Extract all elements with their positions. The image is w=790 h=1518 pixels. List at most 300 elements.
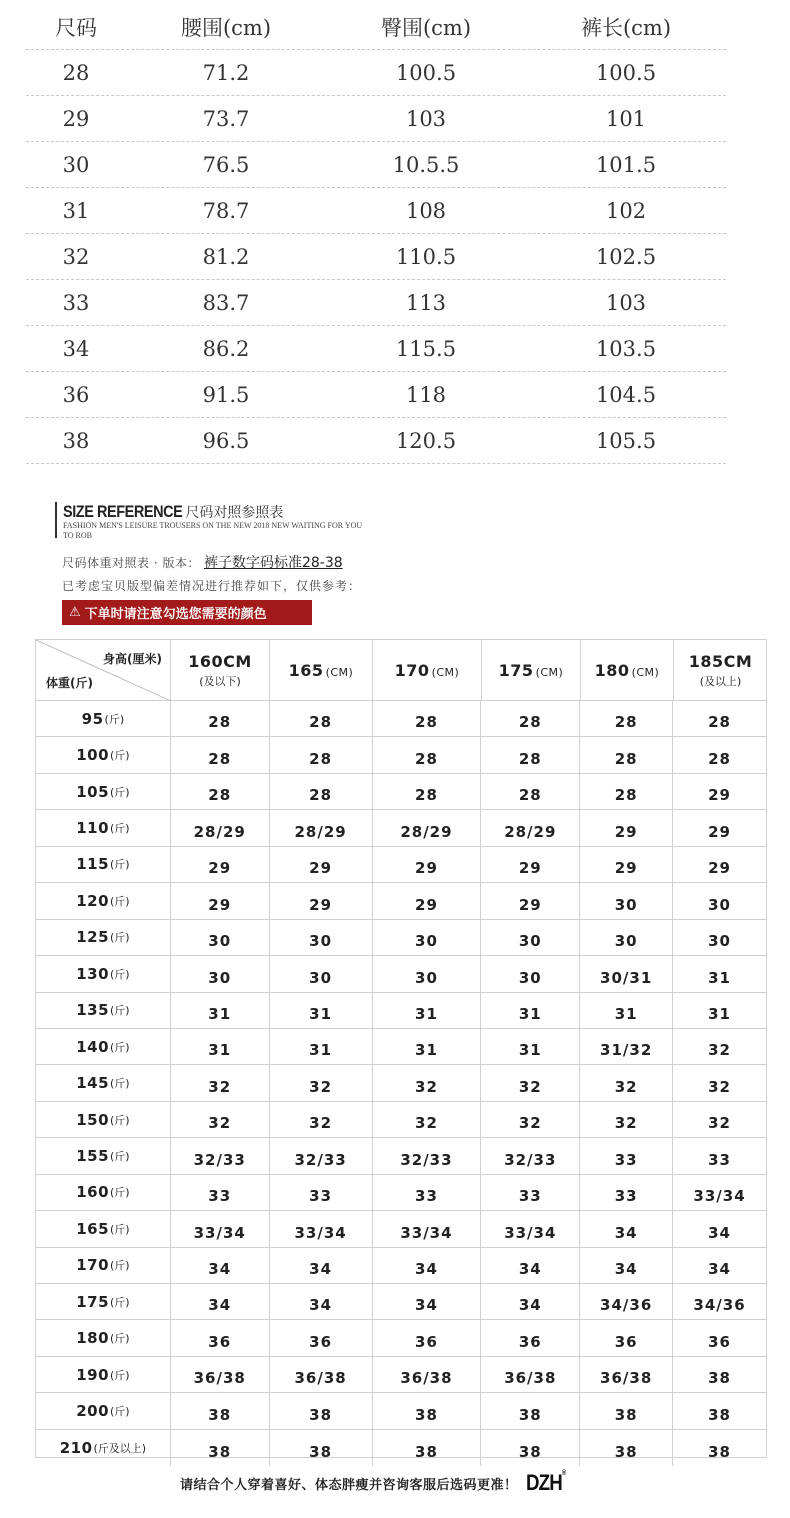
- size-cell: 33: [171, 1175, 270, 1210]
- weight-unit: (斤): [110, 785, 130, 799]
- cell-length: 100.5: [595, 60, 657, 85]
- size-cell: 31: [171, 1029, 270, 1064]
- size-cell: 34: [580, 1211, 673, 1246]
- cell-length: 105.5: [595, 428, 657, 453]
- size-cell: 34: [270, 1284, 373, 1319]
- size-cell: 28: [481, 737, 580, 772]
- title-chinese: 尺码对照参照表: [185, 505, 284, 521]
- registered-mark: ®: [561, 1470, 565, 1477]
- weight-cell: [36, 1102, 171, 1137]
- size-cell: 33: [481, 1175, 580, 1210]
- size-reference-title: [63, 502, 283, 522]
- weight-cell: [36, 774, 171, 809]
- weight-cell: [36, 920, 171, 955]
- weight-unit: (斤): [110, 1004, 130, 1018]
- notice-text: 下单时请注意勾选您需要的颜色: [84, 607, 267, 622]
- size-cell: 28: [481, 701, 580, 736]
- size-cell: 31: [481, 993, 580, 1028]
- size-cell: 32: [580, 1065, 673, 1100]
- grid-row: [36, 1320, 766, 1356]
- size-cell: 31: [171, 993, 270, 1028]
- size-cell: 31: [481, 1029, 580, 1064]
- measurement-row: [26, 280, 726, 326]
- measurement-row: [26, 96, 726, 142]
- size-cell: 28: [481, 774, 580, 809]
- size-cell: 28: [580, 774, 673, 809]
- size-cell: 29: [270, 883, 373, 918]
- height-header: [373, 640, 482, 701]
- size-cell: 28: [580, 701, 673, 736]
- cell-size: 34: [62, 336, 90, 361]
- size-cell: 38: [481, 1393, 580, 1428]
- size-cell: 38: [708, 1443, 731, 1462]
- size-cell: 33: [270, 1175, 373, 1210]
- size-cell: 28: [708, 713, 731, 732]
- weight-cell: [36, 1284, 171, 1319]
- height-value: 185CM: [688, 652, 753, 671]
- weight-value: 95: [81, 709, 104, 728]
- weight-value: 150: [76, 1110, 110, 1129]
- cell-size: 30: [62, 152, 90, 177]
- size-cell: 33/34: [693, 1187, 746, 1206]
- weight-cell: [36, 1175, 171, 1210]
- cell-hip: 10.5.5: [392, 152, 460, 177]
- cell-hip: 103: [405, 106, 447, 131]
- cell-hip: 113: [405, 290, 447, 315]
- size-cell: 38: [373, 1393, 482, 1428]
- size-cell: 38: [171, 1430, 270, 1466]
- size-cell: 36/38: [171, 1357, 270, 1392]
- cell-length: 103.5: [595, 336, 657, 361]
- weight-cell: [36, 701, 171, 736]
- weight-cell: [36, 1393, 171, 1428]
- cell-waist: 86.2: [202, 336, 250, 361]
- weight-cell: [36, 810, 171, 845]
- size-cell: 33/34: [481, 1211, 580, 1246]
- size-cell: 28: [580, 737, 673, 772]
- weight-cell: [36, 737, 171, 772]
- cell-length: 103: [605, 290, 647, 315]
- size-cell: 36: [481, 1320, 580, 1355]
- size-cell: 32: [171, 1102, 270, 1137]
- height-value: 180: [594, 661, 630, 680]
- size-cell: 29: [580, 847, 673, 882]
- size-cell: 33/34: [171, 1211, 270, 1246]
- size-cell: 34: [373, 1248, 482, 1283]
- size-cell: 28: [171, 774, 270, 809]
- size-cell: 36: [171, 1320, 270, 1355]
- grid-body: [36, 701, 766, 1466]
- measurement-row: [26, 418, 726, 464]
- size-reference-subtitle: FASHION MEN'S LEISURE TROUSERS ON THE NEW 2018 NEW WAITING FOR YOU TO ROB: [63, 521, 363, 540]
- weight-unit: (斤): [110, 1295, 130, 1309]
- size-cell: 31: [708, 968, 731, 987]
- footer: [180, 1470, 572, 1496]
- weight-unit: (斤): [110, 822, 130, 836]
- weight-unit: (斤): [110, 931, 130, 945]
- weight-value: 110: [76, 819, 110, 838]
- cell-waist: 78.7: [202, 198, 250, 223]
- size-cell: 28: [373, 701, 482, 736]
- weight-cell: [36, 1211, 171, 1246]
- measurement-row: [26, 234, 726, 280]
- weight-value: 200: [76, 1402, 110, 1421]
- version-prefix: 尺码体重对照表 · 版本：: [62, 556, 200, 570]
- size-cell: 29: [708, 859, 731, 878]
- size-cell: 33: [373, 1175, 482, 1210]
- size-cell: 28/29: [481, 810, 580, 845]
- size-cell: 28: [270, 774, 373, 809]
- weight-unit: (斤): [110, 1077, 130, 1091]
- cell-size: 38: [62, 428, 90, 453]
- cell-waist: 81.2: [202, 244, 250, 269]
- size-cell: 33: [580, 1138, 673, 1173]
- size-cell: 31/32: [580, 1029, 673, 1064]
- size-cell: 34/36: [693, 1296, 746, 1315]
- size-cell: 32: [708, 1041, 731, 1060]
- grid-row: [36, 1175, 766, 1211]
- cell-size: 36: [62, 382, 90, 407]
- measurement-header-row: [26, 4, 726, 50]
- weight-cell: [36, 883, 171, 918]
- measurement-row: [26, 188, 726, 234]
- weight-value: 170: [76, 1256, 110, 1275]
- size-cell: 30: [373, 956, 482, 991]
- size-cell: 32: [580, 1102, 673, 1137]
- size-cell: 32/33: [270, 1138, 373, 1173]
- weight-unit: (斤): [110, 1405, 130, 1419]
- grid-header-row: [36, 640, 767, 701]
- height-value: 160CM: [188, 652, 252, 671]
- grid-row: [36, 774, 766, 810]
- size-cell: 29: [708, 786, 731, 805]
- size-cell: 30: [270, 956, 373, 991]
- title-english: SIZE REFERENCE: [63, 502, 183, 521]
- warning-icon: ⚠: [69, 605, 81, 620]
- size-cell: 28: [270, 701, 373, 736]
- brand-logo-text: DZH: [525, 1470, 562, 1495]
- size-cell: 38: [580, 1430, 673, 1466]
- size-cell: 32: [708, 1077, 731, 1096]
- measurement-body: [26, 50, 726, 464]
- weight-unit: (斤): [110, 1368, 130, 1382]
- weight-cell: [36, 1065, 171, 1100]
- height-header-sub: (及以下): [199, 675, 241, 688]
- cell-length: 102: [605, 198, 647, 223]
- size-cell: 38: [708, 1369, 731, 1388]
- cell-hip: 120.5: [395, 428, 457, 453]
- size-cell: 28: [373, 737, 482, 772]
- weight-unit: (斤): [110, 749, 130, 763]
- size-cell: 38: [708, 1405, 731, 1424]
- weight-unit: (斤): [110, 1149, 130, 1163]
- cell-hip: 118: [405, 382, 447, 407]
- size-cell: 28: [373, 774, 482, 809]
- size-cell: 31: [270, 993, 373, 1028]
- height-header-main: [188, 652, 252, 671]
- weight-value: 120: [76, 891, 110, 910]
- grid-row: [36, 1211, 766, 1247]
- height-value: 165: [288, 661, 324, 680]
- size-cell: 28/29: [270, 810, 373, 845]
- height-unit: (CM): [535, 666, 564, 679]
- grid-row: [36, 1065, 766, 1101]
- weight-value: 190: [76, 1365, 110, 1384]
- weight-value: 115: [76, 855, 110, 874]
- cell-size: 33: [62, 290, 90, 315]
- cell-waist: 71.2: [202, 60, 250, 85]
- header-hip: 臀围(cm): [380, 15, 472, 40]
- size-cell: 30: [373, 920, 482, 955]
- weight-value: 165: [76, 1219, 110, 1238]
- size-cell: 32: [171, 1065, 270, 1100]
- size-cell: 33: [708, 1150, 731, 1169]
- size-cell: 32: [373, 1065, 482, 1100]
- size-cell: 36: [708, 1332, 731, 1351]
- weight-unit: (斤): [110, 1186, 130, 1200]
- version-value: 裤子数字码标准28-38: [203, 555, 343, 571]
- cell-hip: 108: [405, 198, 447, 223]
- height-header-main: [595, 661, 660, 680]
- size-cell: 34: [708, 1260, 731, 1278]
- grid-row: [36, 1029, 766, 1065]
- grid-row: [36, 1357, 766, 1393]
- height-value: 170: [394, 661, 430, 680]
- size-cell: 28: [171, 701, 270, 736]
- measurement-row: [26, 142, 726, 188]
- size-cell: 34/36: [580, 1284, 673, 1319]
- weight-height-size-grid: [35, 639, 767, 1462]
- size-cell: 33: [580, 1175, 673, 1210]
- color-notice-banner: [62, 600, 312, 625]
- weight-value: 140: [76, 1037, 110, 1056]
- size-cell: 34: [171, 1248, 270, 1283]
- size-cell: 28: [171, 737, 270, 772]
- size-cell: 32/33: [171, 1138, 270, 1173]
- cell-size: 32: [62, 244, 90, 269]
- size-cell: 32: [481, 1102, 580, 1137]
- size-cell: 30: [171, 920, 270, 955]
- size-cell: 36: [373, 1320, 482, 1355]
- size-cell: 32: [270, 1102, 373, 1137]
- brand-logo: [526, 1470, 565, 1496]
- size-cell: 38: [373, 1430, 482, 1466]
- size-cell: 38: [270, 1430, 373, 1466]
- size-cell: 31: [270, 1029, 373, 1064]
- height-header: [581, 640, 674, 701]
- size-cell: 30: [481, 956, 580, 991]
- size-cell: 28: [708, 749, 731, 768]
- cell-length: 101.5: [595, 152, 657, 177]
- size-cell: 28/29: [171, 810, 270, 845]
- size-cell: 30: [708, 895, 731, 914]
- weight-value: 175: [76, 1292, 110, 1311]
- header-waist: 腰围(cm): [180, 15, 272, 40]
- size-cell: 34: [171, 1284, 270, 1319]
- size-cell: 34: [270, 1248, 373, 1283]
- grid-row: [36, 883, 766, 919]
- height-header: [270, 640, 373, 701]
- weight-value: 135: [76, 1001, 110, 1020]
- size-cell: 38: [270, 1393, 373, 1428]
- size-cell: 29: [270, 847, 373, 882]
- size-cell: 32: [481, 1065, 580, 1100]
- grid-row: [36, 1138, 766, 1174]
- cell-length: 104.5: [595, 382, 657, 407]
- weight-cell: [36, 993, 171, 1028]
- weight-cell: [36, 1430, 171, 1466]
- size-cell: 32/33: [373, 1138, 482, 1173]
- weight-unit: (斤): [110, 894, 130, 908]
- size-cell: 38: [481, 1430, 580, 1466]
- size-cell: 30: [481, 920, 580, 955]
- weight-unit: (斤): [110, 1332, 130, 1346]
- grid-row: [36, 993, 766, 1029]
- weight-value: 125: [76, 928, 110, 947]
- version-line: [62, 552, 343, 572]
- size-cell: 30: [708, 932, 731, 951]
- size-cell: 31: [708, 1004, 731, 1023]
- size-cell: 36: [580, 1320, 673, 1355]
- measurement-row: [26, 326, 726, 372]
- heading-accent-bar: [55, 502, 57, 538]
- height-header: [482, 640, 581, 701]
- size-cell: 32: [270, 1065, 373, 1100]
- size-cell: 31: [373, 1029, 482, 1064]
- size-cell: 30: [580, 883, 673, 918]
- grid-row: [36, 701, 766, 737]
- size-cell: 32: [373, 1102, 482, 1137]
- cell-waist: 91.5: [202, 382, 250, 407]
- weight-value: 145: [76, 1074, 110, 1093]
- measurement-row: [26, 50, 726, 96]
- height-unit: (CM): [631, 666, 660, 679]
- size-cell: 29: [708, 822, 731, 841]
- size-cell: 28: [270, 737, 373, 772]
- height-unit: (CM): [431, 666, 460, 679]
- reference-note: 已考虑宝贝版型偏差情况进行推荐如下，仅供参考：: [62, 579, 362, 593]
- size-cell: 29: [171, 883, 270, 918]
- footer-text: 请结合个人穿着喜好、体态胖瘦并咨询客服后选码更准！: [180, 1477, 518, 1493]
- size-cell: 38: [580, 1393, 673, 1428]
- weight-value: 130: [76, 964, 110, 983]
- height-headers: [171, 640, 767, 700]
- size-cell: 30/31: [580, 956, 673, 991]
- size-cell: 29: [373, 883, 482, 918]
- grid-row: [36, 1102, 766, 1138]
- measurement-table: [26, 4, 726, 464]
- size-cell: 30: [580, 920, 673, 955]
- size-cell: 31: [373, 993, 482, 1028]
- cell-length: 101: [605, 106, 647, 131]
- grid-row: [36, 847, 766, 883]
- cell-waist: 83.7: [202, 290, 250, 315]
- weight-value: 160: [76, 1183, 110, 1202]
- grid-corner-cell: [36, 640, 171, 700]
- size-cell: 33/34: [270, 1211, 373, 1246]
- grid-row: [36, 920, 766, 956]
- weight-unit: (斤): [110, 1040, 130, 1054]
- cell-waist: 73.7: [202, 106, 250, 131]
- size-cell: 34: [708, 1223, 731, 1242]
- weight-value: 210: [59, 1438, 93, 1457]
- cell-size: 31: [62, 198, 90, 223]
- size-cell: 36/38: [373, 1357, 482, 1392]
- grid-row: [36, 1284, 766, 1320]
- size-cell: 30: [270, 920, 373, 955]
- cell-size: 29: [62, 106, 90, 131]
- size-cell: 31: [580, 993, 673, 1028]
- weight-unit: (斤): [110, 1259, 130, 1273]
- height-header-main: [689, 652, 753, 671]
- size-cell: 36: [270, 1320, 373, 1355]
- grid-row: [36, 956, 766, 992]
- height-header: [171, 640, 270, 701]
- size-cell: 34: [373, 1284, 482, 1319]
- grid-row: [36, 737, 766, 773]
- size-cell: 38: [171, 1393, 270, 1428]
- cell-waist: 76.5: [202, 152, 250, 177]
- size-cell: 32/33: [481, 1138, 580, 1173]
- cell-hip: 110.5: [395, 244, 457, 269]
- weight-cell: [36, 956, 171, 991]
- size-cell: 34: [580, 1248, 673, 1283]
- size-cell: 32: [708, 1114, 731, 1133]
- header-length: 裤长(cm): [580, 15, 672, 40]
- weight-unit: (斤及以上): [93, 1441, 147, 1455]
- weight-cell: [36, 1248, 171, 1283]
- weight-value: 180: [76, 1329, 110, 1348]
- height-header-main: [289, 661, 354, 680]
- size-cell: 36/38: [580, 1357, 673, 1392]
- corner-weight-label: 体重(斤): [46, 676, 93, 690]
- weight-unit: (斤): [110, 1222, 130, 1236]
- weight-cell: [36, 1357, 171, 1392]
- height-header-main: [499, 661, 564, 680]
- size-cell: 29: [373, 847, 482, 882]
- size-cell: 29: [171, 847, 270, 882]
- height-header: [674, 640, 767, 701]
- weight-value: 105: [76, 782, 110, 801]
- weight-cell: [36, 1029, 171, 1064]
- weight-value: 155: [76, 1146, 110, 1165]
- size-cell: 34: [481, 1248, 580, 1283]
- size-cell: 34: [481, 1284, 580, 1319]
- size-cell: 36/38: [270, 1357, 373, 1392]
- cell-size: 28: [62, 60, 90, 85]
- cell-waist: 96.5: [202, 428, 250, 453]
- height-unit: (CM): [325, 666, 354, 679]
- weight-cell: [36, 1320, 171, 1355]
- weight-value: 100: [76, 746, 110, 765]
- height-header-sub: (及以上): [699, 675, 742, 688]
- measurement-row: [26, 372, 726, 418]
- height-value: 175: [498, 661, 534, 680]
- header-size: 尺码: [55, 15, 97, 40]
- size-cell: 36/38: [481, 1357, 580, 1392]
- size-cell: 28/29: [373, 810, 482, 845]
- grid-row: [36, 1393, 766, 1429]
- weight-unit: (斤): [110, 967, 130, 981]
- weight-unit: (斤): [110, 1113, 130, 1127]
- size-cell: 29: [481, 847, 580, 882]
- weight-cell: [36, 847, 171, 882]
- size-cell: 29: [580, 810, 673, 845]
- size-cell: 33/34: [373, 1211, 482, 1246]
- weight-cell: [36, 1138, 171, 1173]
- grid-row: [36, 1248, 766, 1284]
- grid-row: [36, 810, 766, 846]
